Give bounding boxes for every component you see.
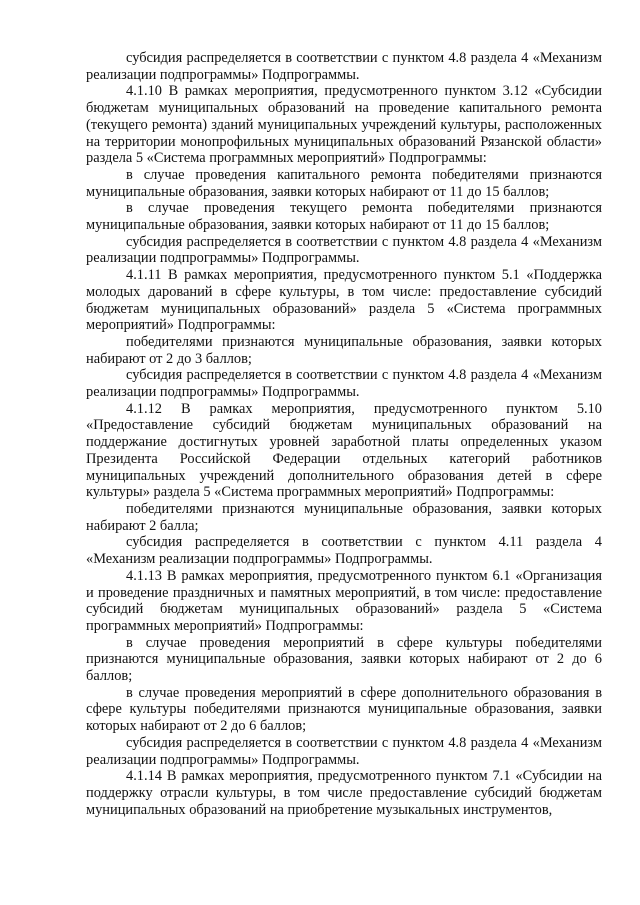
paragraph: субсидия распределяется в соответствии с пунктом 4.8 раздела 4 «Механизм реализации подпрограммы» Подпрограммы. <box>86 233 602 267</box>
paragraph: 4.1.11 В рамках мероприятия, предусмотренного пунктом 5.1 «Поддержка молодых дарований в сфере культуры, в том числе: предоставление субсидий бюджетам муниципальных образований» раздела 5 «Система программных мероприятий» Подпрограммы: <box>86 267 602 334</box>
paragraph: в случае проведения капитального ремонта победителями признаются муниципальные образования, заявки которых набирают от 11 до 15 баллов; <box>86 166 602 200</box>
paragraph: 4.1.14 В рамках мероприятия, предусмотренного пунктом 7.1 «Субсидии на поддержку отрасли культуры, в том числе предоставление субсидий бюджетам муниципальных образований на приобретение музыкальных инструментов, <box>86 768 602 818</box>
paragraph: в случае проведения мероприятий в сфере культуры победителями признаются муниципальные образования, заявки которых набирают от 2 до 6 баллов; <box>86 634 602 685</box>
paragraph: субсидия распределяется в соответствии с пунктом 4.11 раздела 4 «Механизм реализации подпрограммы» Подпрограммы. <box>86 534 602 568</box>
paragraph: победителями признаются муниципальные образования, заявки которых набирают от 2 до 3 баллов; <box>86 333 602 367</box>
paragraph: субсидия распределяется в соответствии с пунктом 4.8 раздела 4 «Механизм реализации подпрограммы» Подпрограммы. <box>86 734 602 768</box>
paragraph: 4.1.10 В рамках мероприятия, предусмотренного пунктом 3.12 «Субсидии бюджетам муниципальных образований на проведение капитального ремонта (текущего ремонта) зданий муниципальных учреждений культуры, расположенных на территории монопрофильных муниципальных образований Рязанской области» раздела 5 «Система программных мероприятий» Подпрограммы: <box>86 83 602 167</box>
paragraph: в случае проведения текущего ремонта победителями признаются муниципальные образования, заявки которых набирают от 11 до 15 баллов; <box>86 200 602 234</box>
paragraph: субсидия распределяется в соответствии с пунктом 4.8 раздела 4 «Механизм реализации подпрограммы» Подпрограммы. <box>86 367 602 401</box>
paragraph: в случае проведения мероприятий в сфере дополнительного образования в сфере культуры победителями признаются муниципальные образования, заявки которых набирают от 2 до 6 баллов; <box>86 684 602 735</box>
paragraph: 4.1.12 В рамках мероприятия, предусмотренного пунктом 5.10 «Предоставление субсидий бюджетам муниципальных образований на поддержание достигнутых уровней заработной платы определенных указом Президента Российской Федерации отдельных категорий работников муниципальных учреждений дополнительного образования детей в сфере культуры» раздела 5 «Система программных мероприятий» Подпрограммы: <box>86 400 602 501</box>
paragraph: субсидия распределяется в соответствии с пунктом 4.8 раздела 4 «Механизм реализации подпрограммы» Подпрограммы. <box>86 50 602 83</box>
paragraph: победителями признаются муниципальные образования, заявки которых набирают 2 балла; <box>86 500 602 534</box>
paragraph: 4.1.13 В рамках мероприятия, предусмотренного пунктом 6.1 «Организация и проведение праздничных и памятных мероприятий, в том числе: предоставление субсидий бюджетам муниципальных образований» раздела 5 «Система программных мероприятий» Подпрограммы: <box>86 567 602 634</box>
